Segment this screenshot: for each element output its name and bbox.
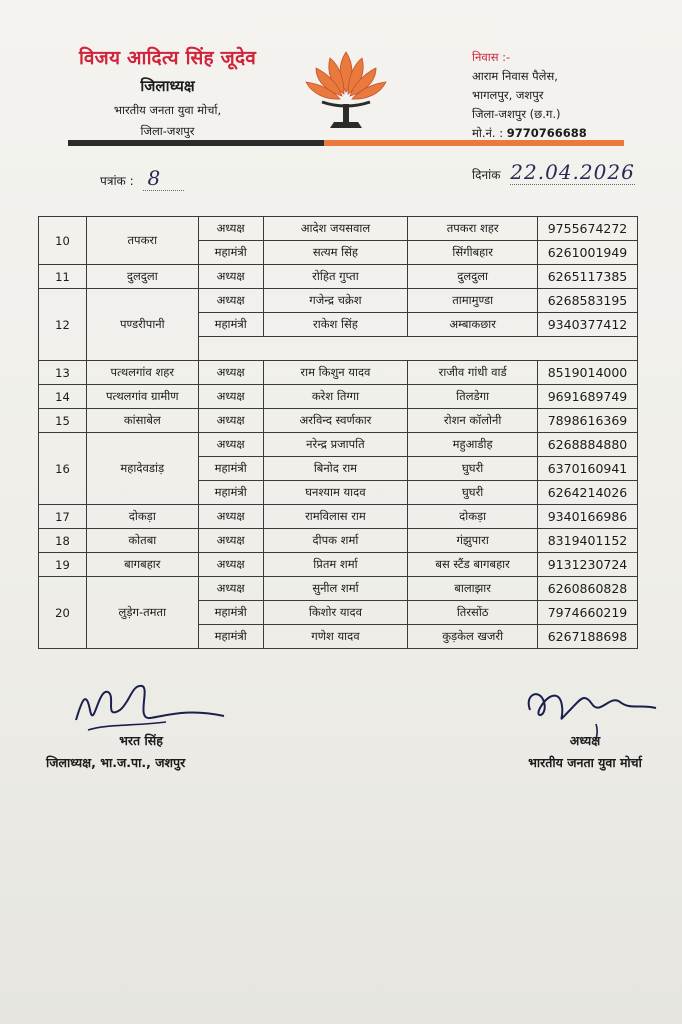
sender-org: भारतीय जनता युवा मोर्चा, (113, 103, 222, 117)
post-cell: अध्यक्ष (198, 505, 263, 529)
place-cell: तिलडेगा (408, 385, 538, 409)
band-orange-segment (324, 140, 624, 146)
post-cell: अध्यक्ष (198, 529, 263, 553)
left-signatory-title: जिलाध्यक्ष, भा.ज.पा., जशपुर (46, 755, 186, 770)
place-cell: अम्बाकछार (408, 313, 538, 337)
mobile-label: मो.नं. : (472, 126, 504, 140)
table-row (39, 385, 638, 409)
post-cell: महामंत्री (198, 457, 263, 481)
serial-number-cell: 19 (39, 553, 87, 577)
table-row (39, 217, 638, 241)
phone-cell: 6261001949 (538, 241, 638, 265)
handwritten-signature-right-icon (500, 680, 670, 740)
place-cell: तपकरा शहर (408, 217, 538, 241)
phone-cell: 6370160941 (538, 457, 638, 481)
area-cell: दुलदुला (86, 265, 198, 289)
post-cell: महामंत्री (198, 241, 263, 265)
address-line-3: जिला-जशपुर (छ.ग.) (472, 107, 561, 121)
handwritten-signature-left-icon (46, 680, 236, 740)
letter-date (472, 160, 635, 184)
serial-number-cell: 20 (39, 577, 87, 649)
phone-cell: 9340377412 (538, 313, 638, 337)
post-cell: अध्यक्ष (198, 433, 263, 457)
table-row (39, 529, 638, 553)
post-cell: अध्यक्ष (198, 577, 263, 601)
ref-label: पत्रांक : (100, 174, 134, 188)
name-cell: गणेश यादव (263, 625, 408, 649)
table-row (39, 361, 638, 385)
phone-cell: 6267188698 (538, 625, 638, 649)
name-cell: बिनोद राम (263, 457, 408, 481)
area-cell: पत्थलगांव ग्रामीण (86, 385, 198, 409)
phone-cell: 8519014000 (538, 361, 638, 385)
place-cell: बालाझार (408, 577, 538, 601)
place-cell: राजीव गांधी वार्ड (408, 361, 538, 385)
letterhead-band (68, 140, 624, 146)
post-cell: अध्यक्ष (198, 409, 263, 433)
address-line-1: आराम निवास पैलेस, (472, 69, 558, 83)
date-value: 22.04.2026 (510, 160, 635, 184)
post-cell: महामंत्री (198, 313, 263, 337)
post-cell: अध्यक्ष (198, 289, 263, 313)
phone-cell: 6260860828 (538, 577, 638, 601)
area-cell: बागबहार (86, 553, 198, 577)
place-cell: सिंगीबहार (408, 241, 538, 265)
place-cell: कुड़केल खजरी (408, 625, 538, 649)
band-dark-segment (68, 140, 324, 146)
place-cell: दुलदुला (408, 265, 538, 289)
post-cell: महामंत्री (198, 625, 263, 649)
area-cell: दोकड़ा (86, 505, 198, 529)
area-cell: महादेवडांड़ (86, 433, 198, 505)
table-row (39, 505, 638, 529)
table-row (39, 553, 638, 577)
serial-number-cell: 16 (39, 433, 87, 505)
blank-cell (198, 337, 637, 361)
place-cell: तिरसोंठ (408, 601, 538, 625)
post-cell: महामंत्री (198, 601, 263, 625)
post-cell: अध्यक्ष (198, 385, 263, 409)
phone-cell: 9340166986 (538, 505, 638, 529)
address-line-2: भागलपुर, जशपुर (472, 88, 544, 102)
name-cell: राकेश सिंह (263, 313, 408, 337)
signature-block-left (46, 680, 256, 770)
area-cell: लुड़ेग-तमता (86, 577, 198, 649)
post-cell: अध्यक्ष (198, 217, 263, 241)
right-signatory-name: अध्यक्ष (569, 733, 601, 748)
office-bearers-table (38, 216, 638, 649)
table-row (39, 289, 638, 313)
left-signatory-name: भरत सिंह (119, 733, 163, 748)
area-cell: पण्डरीपानी (86, 289, 198, 361)
mobile-number: 9770766688 (506, 126, 587, 140)
place-cell: घुघरी (408, 457, 538, 481)
place-cell: रोशन कॉलोनी (408, 409, 538, 433)
name-cell: रोहित गुप्ता (263, 265, 408, 289)
serial-number-cell: 18 (39, 529, 87, 553)
letterhead-left (60, 44, 275, 139)
serial-number-cell: 15 (39, 409, 87, 433)
name-cell: दीपक शर्मा (263, 529, 408, 553)
post-cell: अध्यक्ष (198, 361, 263, 385)
sender-post: जिलाध्यक्ष (140, 77, 195, 95)
name-cell: नरेन्द्र प्रजापति (263, 433, 408, 457)
name-cell: अरविन्द स्वर्णकार (263, 409, 408, 433)
phone-cell: 6268884880 (538, 433, 638, 457)
sender-district: जिला-जशपुर (140, 124, 195, 138)
area-cell: कांसाबेल (86, 409, 198, 433)
serial-number-cell: 11 (39, 265, 87, 289)
serial-number-cell: 14 (39, 385, 87, 409)
serial-number-cell: 17 (39, 505, 87, 529)
table-row (39, 577, 638, 601)
ref-value: 8 (143, 166, 184, 191)
name-cell: करेश तिग्गा (263, 385, 408, 409)
area-cell: तपकरा (86, 217, 198, 265)
name-cell: घनश्याम यादव (263, 481, 408, 505)
name-cell: प्रितम शर्मा (263, 553, 408, 577)
date-label: दिनांक (472, 168, 501, 182)
place-cell: बस स्टैंड बागबहार (408, 553, 538, 577)
phone-cell: 7974660219 (538, 601, 638, 625)
phone-cell: 9131230724 (538, 553, 638, 577)
name-cell: गजेन्द्र चक्रेश (263, 289, 408, 313)
table-row (39, 265, 638, 289)
phone-cell: 9691689749 (538, 385, 638, 409)
name-cell: आदेश जयसवाल (263, 217, 408, 241)
serial-number-cell: 13 (39, 361, 87, 385)
name-cell: राम किशुन यादव (263, 361, 408, 385)
post-cell: महामंत्री (198, 481, 263, 505)
place-cell: गंझुपारा (408, 529, 538, 553)
phone-cell: 7898616369 (538, 409, 638, 433)
place-cell: तामामुण्डा (408, 289, 538, 313)
place-cell: घुघरी (408, 481, 538, 505)
right-signatory-title: भारतीय जनता युवा मोर्चा (528, 755, 642, 770)
table-row (39, 409, 638, 433)
name-cell: किशोर यादव (263, 601, 408, 625)
name-cell: सत्यम सिंह (263, 241, 408, 265)
name-cell: सुनील शर्मा (263, 577, 408, 601)
phone-cell: 6268583195 (538, 289, 638, 313)
letterhead-right (472, 48, 662, 143)
phone-cell: 6264214026 (538, 481, 638, 505)
post-cell: अध्यक्ष (198, 553, 263, 577)
sender-name: विजय आदित्य सिंह जूदेव (78, 47, 256, 69)
area-cell: कोतबा (86, 529, 198, 553)
post-cell: अध्यक्ष (198, 265, 263, 289)
phone-cell: 8319401152 (538, 529, 638, 553)
table-row (39, 433, 638, 457)
residence-label: निवास :- (472, 50, 511, 64)
signature-block-right (500, 680, 670, 770)
phone-cell: 6265117385 (538, 265, 638, 289)
place-cell: दोकड़ा (408, 505, 538, 529)
serial-number-cell: 12 (39, 289, 87, 361)
name-cell: रामविलास राम (263, 505, 408, 529)
lotus-logo-icon (300, 44, 392, 136)
serial-number-cell: 10 (39, 217, 87, 265)
area-cell: पत्थलगांव शहर (86, 361, 198, 385)
place-cell: महुआडीह (408, 433, 538, 457)
phone-cell: 9755674272 (538, 217, 638, 241)
reference-number (100, 166, 184, 190)
